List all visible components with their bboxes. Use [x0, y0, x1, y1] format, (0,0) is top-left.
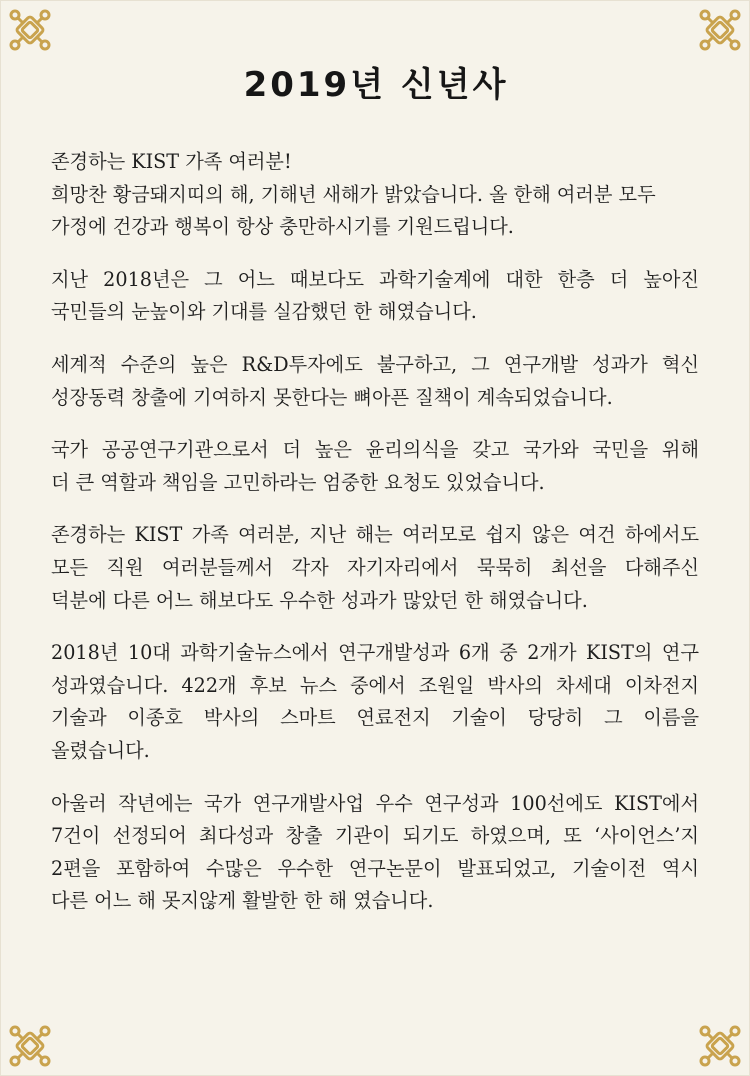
paragraph-line: 성과였습니다. 422개 후보 뉴스 중에서 조원일 박사의 차세대 이차전지 [51, 673, 699, 697]
corner-knot-ornament-top-left [7, 7, 53, 53]
corner-knot-ornament-top-right [697, 7, 743, 53]
paragraph-line: 세계적 수준의 높은 R&D투자에도 불구하고, 그 연구개발 성과가 혁신 [51, 352, 699, 376]
paragraph-6 [51, 637, 699, 767]
paragraph-line: 존경하는 KIST 가족 여러분! [51, 150, 292, 173]
letter-body [51, 146, 699, 938]
paragraph-line: 존경하는 KIST 가족 여러분, 지난 해는 여러모로 쉽지 않은 여건 하에서도 [51, 523, 699, 547]
corner-knot-ornament-bottom-right [697, 1023, 743, 1069]
paragraph-line: 7건이 선정되어 최다성과 창출 기관이 되기도 하였으며, 또 ‘사이언스’지 [51, 824, 699, 848]
paragraph-line: 2018년 10대 과학기술뉴스에서 연구개발성과 6개 중 2개가 KIST의 연구 [51, 641, 699, 665]
paragraph-7 [51, 788, 699, 918]
paragraph-line: 더 큰 역할과 책임을 고민하라는 엄중한 요청도 있었습니다. [51, 470, 545, 494]
paragraph-5 [51, 519, 699, 617]
paragraph-line: 가정에 건강과 행복이 항상 충만하시기를 기원드립니다. [51, 215, 514, 239]
paragraph-1 [51, 146, 699, 244]
paragraph-2 [51, 264, 699, 329]
paragraph-line: 올렸습니다. [51, 738, 150, 762]
paragraph-line: 국민들의 눈높이와 기대를 실감했던 한 해였습니다. [51, 300, 477, 324]
paragraph-line: 아울러 작년에는 국가 연구개발사업 우수 연구성과 100선에도 KIST에서 [51, 791, 699, 815]
paragraph-line: 모든 직원 여러분들께서 각자 자기자리에서 묵묵히 최선을 다해주신 [51, 555, 699, 579]
paragraph-line: 지난 2018년은 그 어느 때보다도 과학기술계에 대한 한층 더 높아진 [51, 267, 699, 291]
paragraph-line: 다른 어느 해 못지않게 활발한 한 해 였습니다. [51, 889, 434, 913]
corner-knot-ornament-bottom-left [7, 1023, 53, 1069]
paragraph-line: 국가 공공연구기관으로서 더 높은 윤리의식을 갖고 국가와 국민을 위해 [51, 438, 699, 462]
paragraph-3 [51, 349, 699, 414]
page-title: 2019년 신년사 [243, 65, 509, 105]
paragraph-line: 기술과 이종호 박사의 스마트 연료전지 기술이 당당히 그 이름을 [51, 706, 699, 730]
paragraph-line: 희망찬 황금돼지띠의 해, 기해년 새해가 밝았습니다. 올 한해 여러분 모두 [51, 182, 656, 206]
paragraph-line: 덕분에 다른 어느 해보다도 우수한 성과가 많았던 한 해였습니다. [51, 588, 588, 612]
paragraph-line: 2편을 포함하여 수많은 우수한 연구논문이 발표되었고, 기술이전 역시 [51, 856, 699, 880]
paragraph-4 [51, 434, 699, 499]
paragraph-line: 성장동력 창출에 기여하지 못한다는 뼈아픈 질책이 계속되었습니다. [51, 385, 613, 409]
